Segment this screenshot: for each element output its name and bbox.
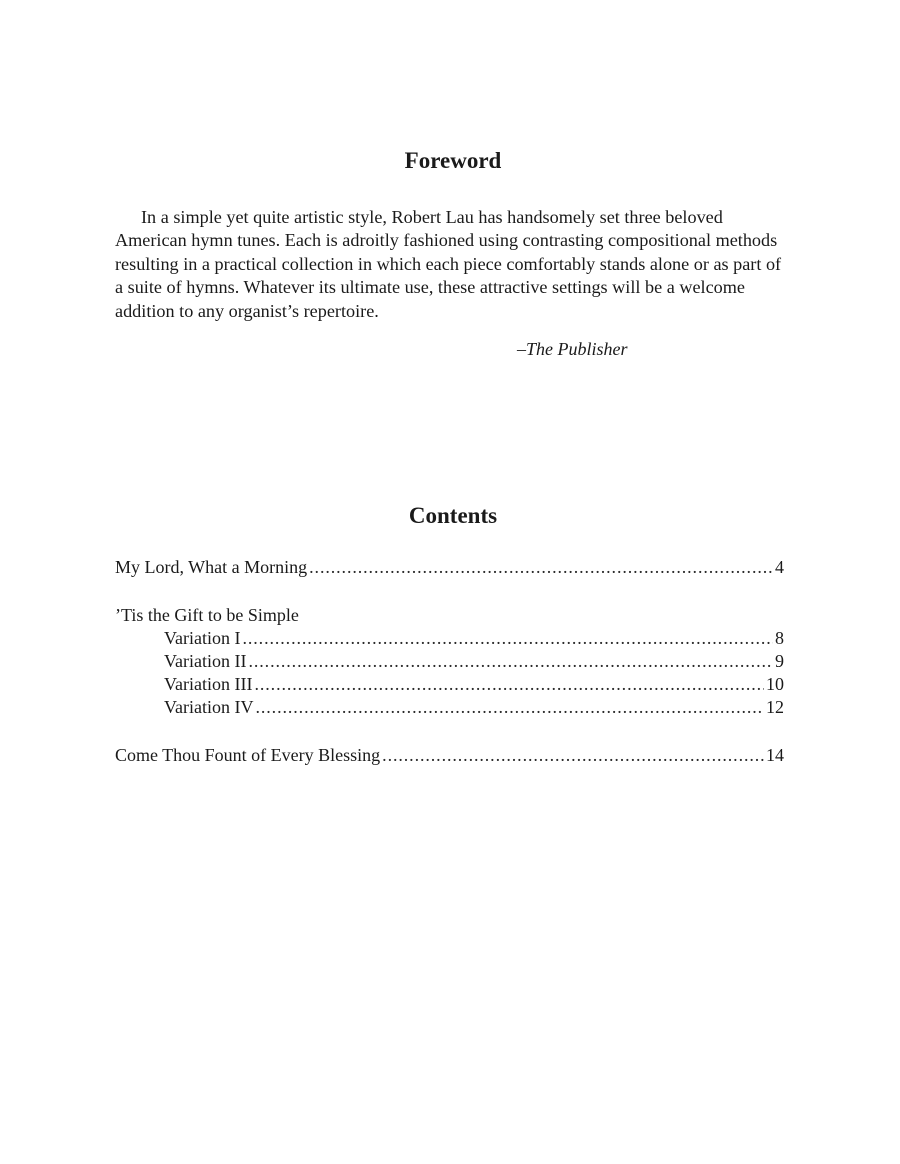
toc-entry-label: My Lord, What a Morning	[115, 557, 308, 577]
toc-entry-page: 8	[775, 628, 784, 648]
foreword-signature: –The Publisher	[517, 339, 628, 359]
toc-entry-variation-1	[164, 627, 784, 650]
toc-dot-leader	[248, 650, 773, 673]
toc-entry-variation-3	[164, 673, 784, 696]
toc-entry-page: 14	[766, 745, 784, 765]
toc-dot-leader	[255, 696, 764, 719]
toc-dot-leader	[382, 744, 764, 767]
toc-entry-page: 10	[766, 674, 784, 694]
toc-entry-page: 12	[766, 697, 784, 717]
toc-entry-label: Variation II	[164, 651, 247, 671]
toc-entry-my-lord	[115, 556, 784, 579]
toc-entry-variation-2	[164, 650, 784, 673]
toc-entry-page: 4	[775, 557, 784, 577]
toc-entry-page: 9	[775, 651, 784, 671]
contents-title: Contents	[408, 503, 498, 528]
toc-entry-label: Come Thou Fount of Every Blessing	[115, 745, 381, 765]
toc-entry-come-thou-fount	[115, 744, 784, 767]
foreword-title: Foreword	[404, 148, 502, 173]
toc-dot-leader	[254, 673, 764, 696]
toc-dot-leader	[309, 556, 773, 579]
toc-section-heading: ’Tis the Gift to be Simple	[115, 605, 299, 625]
foreword-paragraph: In a simple yet quite artistic style, Robert Lau has handsomely set three beloved American hymn tunes. Each is adroitly fashioned using contrasting compositional methods resulting in a practical collection in which each piece comfortably stands alone or as part of a suite of hymns. Whatever its ultimate use, these attractive settings will be a welcome addition to any organist’s repertoire.	[115, 207, 782, 321]
toc-entry-label: Variation III	[164, 674, 253, 694]
toc-dot-leader	[242, 627, 773, 650]
toc-entry-label: Variation I	[164, 628, 241, 648]
toc-entry-label: Variation IV	[164, 697, 254, 717]
toc-entry-variation-4	[164, 696, 784, 719]
